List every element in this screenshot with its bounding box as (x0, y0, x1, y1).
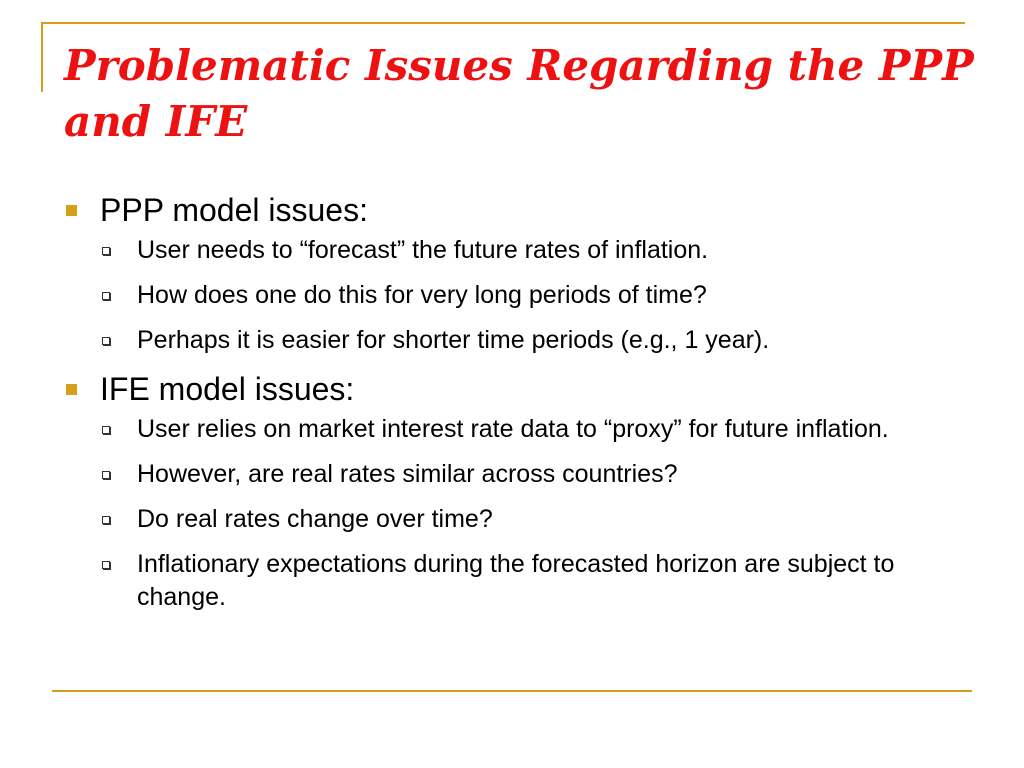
list-item (100, 234, 984, 267)
hollow-square-bullet-icon (102, 561, 110, 569)
list-item-text: Do real rates change over time? (137, 505, 493, 533)
list-item-text: User needs to “forecast” the future rates of inflation. (137, 236, 709, 264)
hollow-square-bullet-icon (102, 247, 110, 255)
list-item-text: Perhaps it is easier for shorter time periods (e.g., 1 year). (137, 326, 770, 354)
list-item (100, 548, 984, 614)
list-item (100, 413, 984, 446)
hollow-square-bullet-icon (102, 337, 110, 345)
section-ppp (64, 190, 984, 357)
square-bullet-icon (66, 205, 77, 216)
section-heading: IFE model issues: (100, 371, 355, 407)
sub-bullet-list (100, 413, 984, 614)
list-item-text: How does one do this for very long periods of time? (137, 281, 707, 309)
list-item (100, 458, 984, 491)
list-item-text: However, are real rates similar across countries? (137, 460, 678, 488)
list-item (100, 324, 984, 357)
list-item (100, 279, 984, 312)
hollow-square-bullet-icon (102, 471, 110, 479)
list-item-text: User relies on market interest rate data to “proxy” for future inflation. (137, 415, 889, 443)
corner-accent-horizontal (41, 22, 965, 24)
hollow-square-bullet-icon (102, 426, 110, 434)
square-bullet-icon (66, 384, 77, 395)
footer-divider (52, 690, 972, 692)
hollow-square-bullet-icon (102, 516, 110, 524)
bullet-list (64, 190, 984, 626)
list-item (100, 503, 984, 536)
slide-title: Problematic Issues Regarding the PPP and IFE (64, 41, 974, 146)
sub-bullet-list (100, 234, 984, 357)
hollow-square-bullet-icon (102, 292, 110, 300)
section-heading: PPP model issues: (100, 192, 368, 228)
list-item-text: Inflationary expectations during the forecasted horizon are subject to change. (137, 550, 895, 611)
corner-accent-vertical (41, 22, 43, 92)
section-ife (64, 369, 984, 614)
